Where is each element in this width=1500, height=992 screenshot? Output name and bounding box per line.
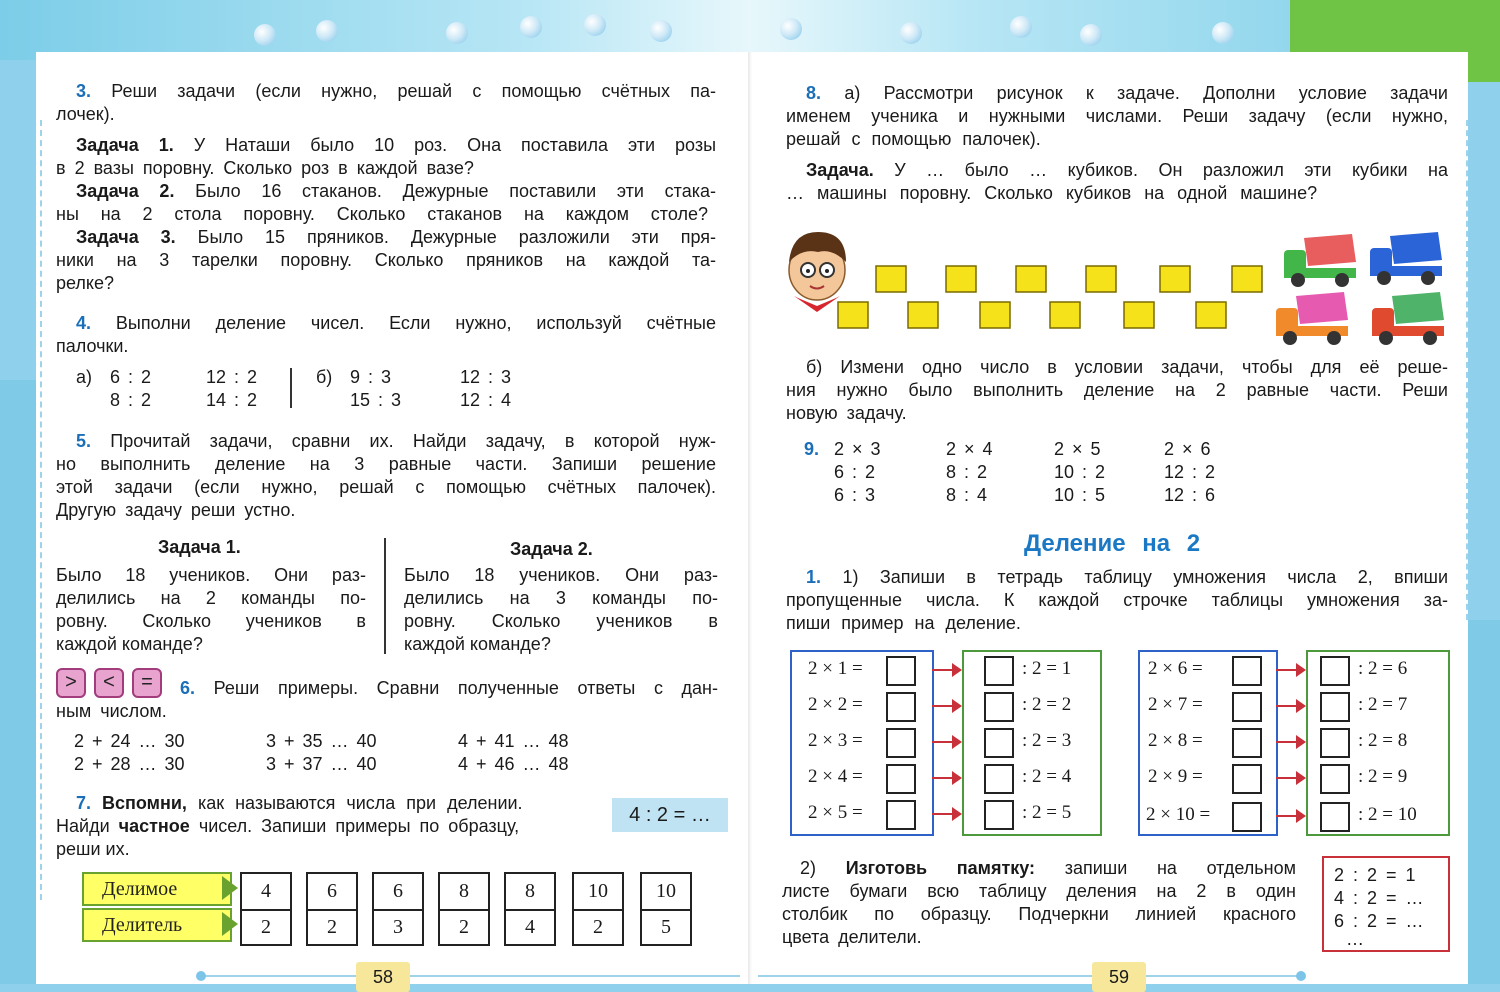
arrow-icon [932,813,960,815]
bubble-icon [1010,16,1032,38]
task8-b-line3: новую задачу. [786,403,907,423]
task4-divider [290,368,292,408]
div-row: : 2 = 3 [1022,730,1072,751]
task5-z1-text: Было 18 учеников. Они раз- [56,565,366,585]
arrow-icon [932,741,960,743]
task4-a-label: а) [76,367,93,387]
mul-row: 2 × 6 = [1148,658,1203,679]
div-row: : 2 = 5 [1022,802,1072,823]
task8-z-line2: … машины поровну. Сколько кубиков на одной машине? [786,183,1318,203]
task4-b-ex: 9 : 3 [350,367,392,387]
division-pair: 8 2 [438,872,490,946]
answer-box[interactable] [984,764,1014,794]
task6-line1: 6. Реши примеры. Сравни полученные ответы с дан- [180,678,718,698]
mul-row: 2 × 9 = [1148,766,1203,787]
answer-box[interactable] [886,764,916,794]
s2-line1: 2) Изготовь памятку: запиши на отдельном [800,858,1296,878]
bottom-dot [1296,971,1306,981]
task7-line1: 7. Вспомни, как называются числа при делении. [76,793,523,813]
mul-row: 2 × 7 = [1148,694,1203,715]
division-pair: 10 5 [640,872,692,946]
division-pair: 8 4 [504,872,556,946]
task3-z3-line1: Задача 3. Было 15 пряников. Дежурные разложили эти пря- [76,227,716,247]
mul-row: 2 × 5 = [808,802,863,823]
left-dashed-border [40,120,42,900]
bubble-icon [780,18,802,40]
task6-ex: 4 + 41 … 48 [458,731,569,751]
answer-box[interactable] [1320,692,1350,722]
greater-than-icon: > [56,668,86,698]
task5-line1: 5. Прочитай задачи, сравни их. Найди задачу, в которой нуж- [76,431,716,451]
bubble-icon [520,16,542,38]
division-pair: 4 2 [240,872,292,946]
task9-ex: 6 : 2 [834,462,876,482]
arrow-icon [932,705,960,707]
task5-z1-title: Задача 1. [158,537,241,557]
arrow-icon [932,777,960,779]
mul-row: 2 × 2 = [808,694,863,715]
page-number-right: 59 [1092,962,1146,992]
mul-row: 2 × 8 = [1148,730,1203,751]
task8-line1: 8. а) Рассмотри рисунок к задаче. Дополни условие задачи [806,83,1448,103]
divisor-label: Делитель [82,908,232,942]
task5-z1-text: каждой команде? [56,634,203,654]
task4-a-ex: 14 : 2 [206,390,258,410]
task4-b-ex: 12 : 3 [460,367,512,387]
answer-box[interactable] [984,728,1014,758]
section-heading: Деление на 2 [1024,530,1201,557]
dividend-label: Делимое [82,872,232,906]
task3-line1: 3. Реши задачи (если нужно, решай с помощью счётных па- [76,81,716,101]
memo-line: 2 : 2 = 1 [1334,865,1416,885]
task8-line3: решай с помощью палочек). [786,129,1041,149]
task5-z1-text: ровну. Сколько учеников в [56,611,366,631]
div-row: : 2 = 7 [1358,694,1408,715]
answer-box[interactable] [886,656,916,686]
task8-b-line1: б) Измени одно число в условии задачи, чтобы для её реше- [806,357,1448,377]
task9-ex: 10 : 5 [1054,485,1106,505]
answer-box[interactable] [1232,802,1262,832]
task9-ex: 2 × 4 [946,439,993,459]
mul-row: 2 × 3 = [808,730,863,751]
task7-line3: реши их. [56,839,130,859]
task4-a-ex: 12 : 2 [206,367,258,387]
div-row: : 2 = 1 [1022,658,1072,679]
task9-ex: 2 × 6 [1164,439,1211,459]
arrow-icon [1276,669,1304,671]
task4-line2: палочки. [56,336,129,356]
bubble-icon [446,22,468,44]
answer-box[interactable] [886,800,916,830]
task9-number: 9. [804,439,820,459]
task5-z2-text: каждой команде? [404,634,551,654]
bubble-icon [584,14,606,36]
cube-icons [838,266,1262,328]
answer-box[interactable] [1320,764,1350,794]
division-pair: 6 2 [306,872,358,946]
task8-z-line1: Задача. У … было … кубиков. Он разложил эти кубики на [806,160,1448,180]
task9-ex: 12 : 6 [1164,485,1216,505]
task3-line2: лочек). [56,104,115,124]
page-number-left: 58 [356,962,410,992]
answer-box[interactable] [1320,728,1350,758]
bubble-icon [1080,24,1102,46]
task9-ex: 10 : 2 [1054,462,1106,482]
arrow-icon [1276,741,1304,743]
task3-z3-line3: релке? [56,273,115,293]
s2-line4: цвета делители. [782,927,922,947]
task6-ex: 3 + 35 … 40 [266,731,377,751]
task9-ex: 12 : 2 [1164,462,1216,482]
s1-line2: пропущенные числа. К каждой строчке таблицы умножения за- [786,590,1448,610]
task4-b-label: б) [316,367,333,387]
memo-sample [1322,856,1450,952]
right-dashed-border [1466,120,1468,620]
task3-z2-line2: ны на 2 стола поровну. Сколько стаканов на каждом столе? [56,204,708,224]
equals-icon: = [132,668,162,698]
s2-line2: листе бумаги всю таблицу деления на 2 в один [782,881,1296,901]
task5-line3: этой задачи (если нужно, решай с помощью счётных палочек). [56,477,716,497]
answer-box[interactable] [1232,656,1262,686]
arrow-icon [1276,777,1304,779]
less-than-icon: < [94,668,124,698]
task5-z2-text: ровну. Сколько учеников в [404,611,718,631]
task4-a-ex: 8 : 2 [110,390,152,410]
answer-box[interactable] [1232,764,1262,794]
answer-box[interactable] [1320,656,1350,686]
task5-divider [384,538,386,654]
answer-box[interactable] [984,692,1014,722]
answer-box[interactable] [886,728,916,758]
task7-line2: Найди частное чисел. Запиши примеры по образцу, [56,816,520,836]
task8-line2: именем ученика и нужными числами. Реши задачу (если нужно, [786,106,1448,126]
mul-row: 2 × 10 = [1146,804,1211,825]
bottom-rule-left [200,975,740,977]
div-row: : 2 = 9 [1358,766,1408,787]
div-row: : 2 = 2 [1022,694,1072,715]
task6-ex: 4 + 46 … 48 [458,754,569,774]
division-pair: 6 3 [372,872,424,946]
div-row: : 2 = 4 [1022,766,1072,787]
div-row: : 2 = 6 [1358,658,1408,679]
memo-line: 6 : 2 = … [1334,911,1424,931]
answer-box[interactable] [984,800,1014,830]
task3-z1-line1: Задача 1. У Наташи было 10 роз. Она поставила эти розы [76,135,717,155]
task9-ex: 2 × 3 [834,439,881,459]
answer-box[interactable] [1232,692,1262,722]
truck-icons [1276,232,1444,345]
task5-z2-text: делились на 3 команды по- [404,588,718,608]
top-decoration [0,0,1500,60]
arrow-icon [932,669,960,671]
s1-line3: пиши пример на деление. [786,613,1021,633]
bubble-icon [1212,22,1234,44]
div-row: : 2 = 8 [1358,730,1408,751]
bubble-icon [650,20,672,42]
task9-ex: 8 : 2 [946,462,988,482]
task6-ex: 2 + 24 … 30 [74,731,185,751]
s1-line1: 1. 1) Запиши в тетрадь таблицу умножения числа 2, впиши [806,567,1448,587]
arrow-icon [1276,705,1304,707]
mul-row: 2 × 4 = [808,766,863,787]
mul-row: 2 × 1 = [808,658,863,679]
task6-ex: 2 + 28 … 30 [74,754,185,774]
bottom-dot [196,971,206,981]
bubble-icon [316,20,338,42]
div-row: : 2 = 10 [1358,804,1417,825]
task4-b-ex: 12 : 4 [460,390,512,410]
answer-box[interactable] [1320,802,1350,832]
task6-ex: 3 + 37 … 40 [266,754,377,774]
answer-box[interactable] [886,692,916,722]
task3-z3-line2: ники на 3 тарелки поровну. Сколько пряников на каждой та- [56,250,716,270]
division-pair: 10 2 [572,872,624,946]
task5-line2: но выполнить деление на 3 равные части. Запиши решение [56,454,716,474]
dividend-arrow-icon [222,876,238,900]
s2-line3: столбик по образцу. Подчеркни линией красного [782,904,1296,924]
task4-b-ex: 15 : 3 [350,390,402,410]
task3-z2-line1: Задача 2. Было 16 стаканов. Дежурные поставили эти стака- [76,181,716,201]
task8-b-line2: ния нужно было выполнить деление на 2 равные части. Реши [786,380,1448,400]
task9-ex: 6 : 3 [834,485,876,505]
task5-z2-text: Было 18 учеников. Они раз- [404,565,718,585]
bubble-icon [900,22,922,44]
task5-z2-title: Задача 2. [510,539,593,559]
sample-example: 4 : 2 = … [612,798,728,832]
answer-box[interactable] [984,656,1014,686]
page-fold [748,52,752,984]
task9-ex: 8 : 4 [946,485,988,505]
task3-z1-line2: в 2 вазы поровну. Сколько роз в каждой вазе? [56,158,474,178]
arrow-icon [1276,815,1304,817]
divisor-arrow-icon [222,912,238,936]
bottom-rule-right [758,975,1298,977]
task9-ex: 2 × 5 [1054,439,1101,459]
task4-line1: 4. Выполни деление чисел. Если нужно, используй счётные [76,313,716,333]
task6-line2: ным числом. [56,701,167,721]
answer-box[interactable] [1232,728,1262,758]
memo-line: 4 : 2 = … [1334,888,1424,908]
boy-icon [789,232,846,312]
task5-z1-text: делились на 2 команды по- [56,588,366,608]
memo-line: … [1346,929,1364,949]
task4-a-ex: 6 : 2 [110,367,152,387]
task5-line4: Другую задачу реши устно. [56,500,296,520]
task8-illustration [780,222,1450,346]
left-blue-margin [0,380,40,984]
bubble-icon [254,24,276,46]
